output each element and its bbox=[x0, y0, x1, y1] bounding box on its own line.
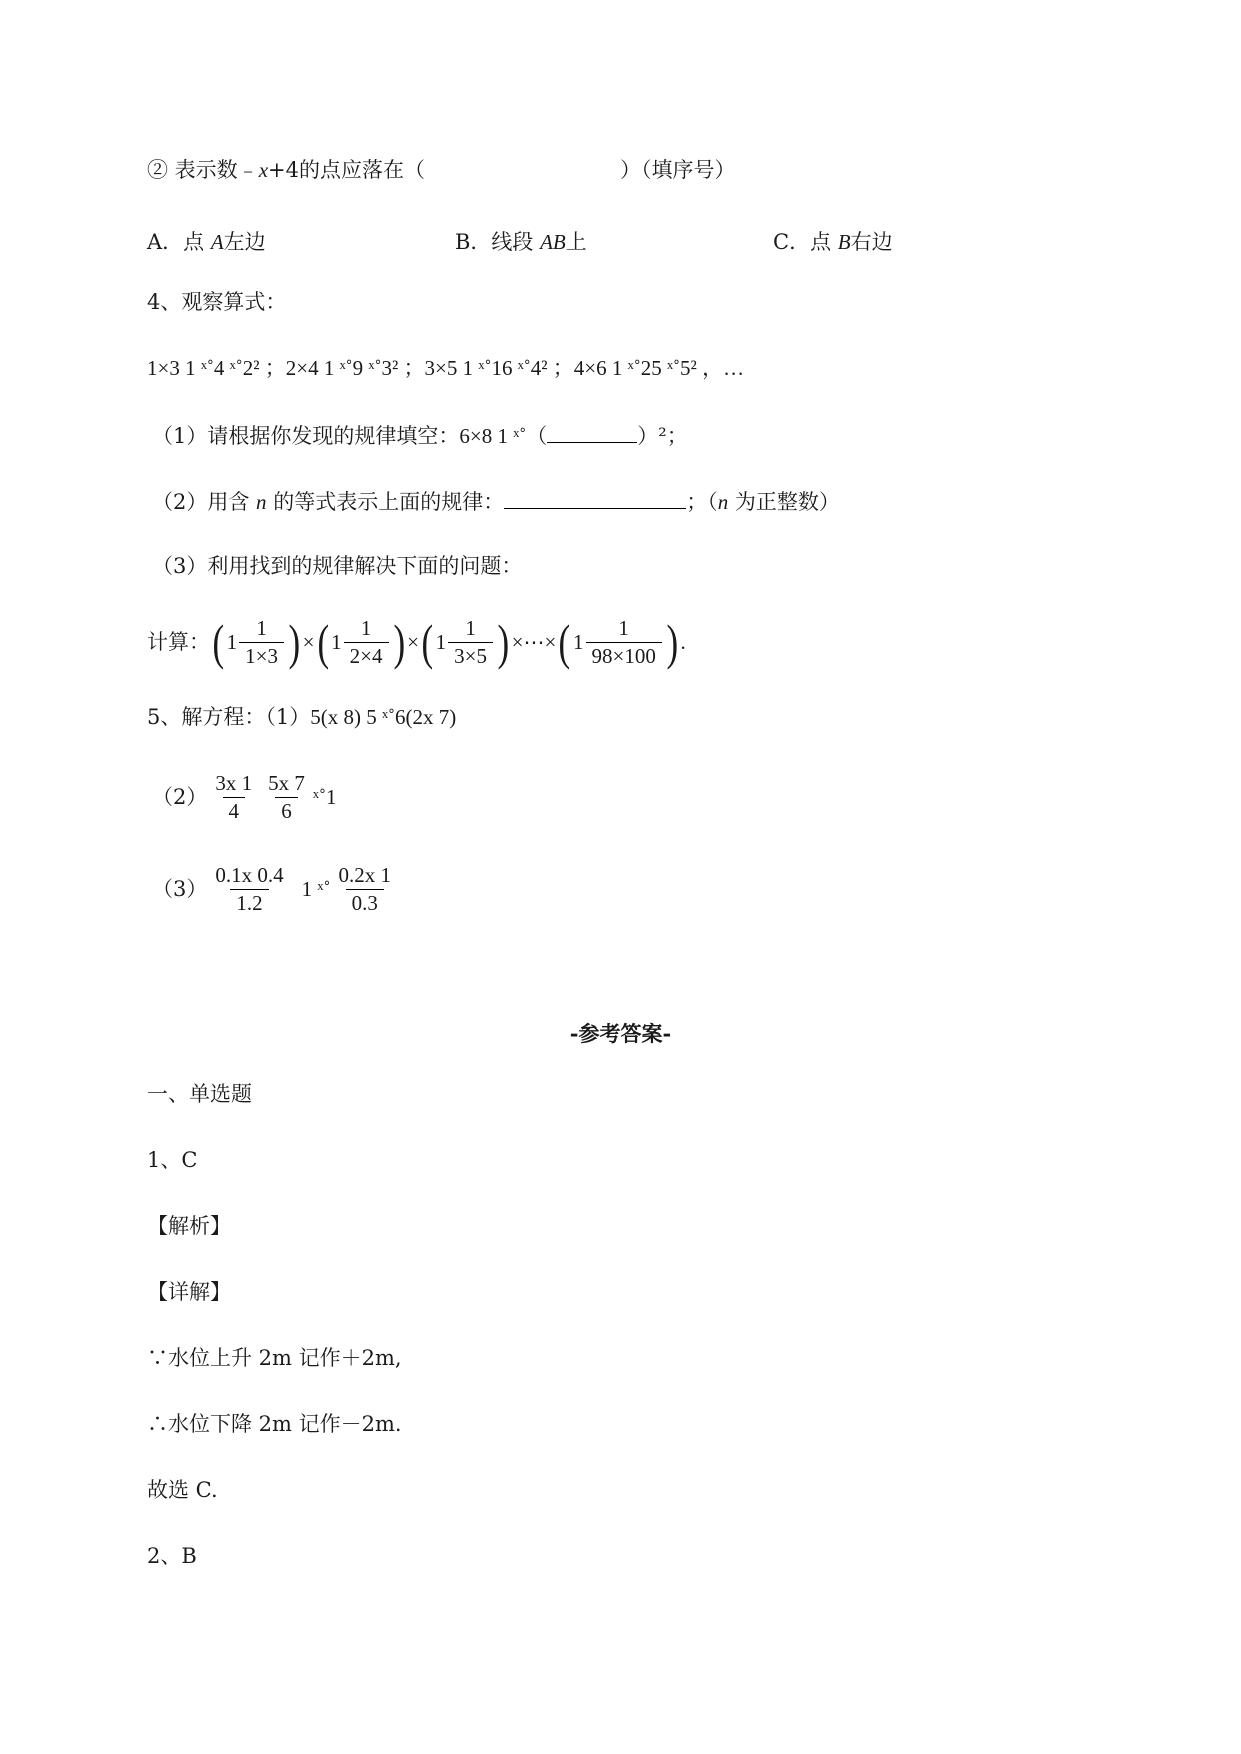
q4-fraction-2 bbox=[344, 615, 389, 668]
q4-p2-var2: n bbox=[717, 490, 729, 514]
option-b-var: AB bbox=[540, 230, 566, 254]
q4-p1-end: ）²； bbox=[637, 424, 688, 448]
answer-q2: 2、B bbox=[147, 1544, 197, 1568]
q4-series: 1×3 1 ˣ˚4 ˣ˚2² ；2×4 1 ˣ˚9 ˣ˚3² ；3×5 1 ˣ˚16 ˣ˚4² ；4×6 1 ˣ˚25 ˣ˚5² ，… bbox=[147, 356, 745, 380]
option-c[interactable] bbox=[773, 226, 893, 256]
paren-open: ( bbox=[212, 614, 225, 670]
option-c-var: B bbox=[837, 230, 851, 254]
option-b-label: B．线段 bbox=[455, 230, 541, 254]
q5-line3 bbox=[152, 860, 399, 918]
q4-fraction-3 bbox=[448, 615, 493, 668]
q4-title: 4、观察算式： bbox=[147, 290, 287, 314]
q5-eq2-f2-den: 6 bbox=[275, 797, 298, 822]
q4-f4-num: 1 bbox=[618, 615, 629, 640]
q4-f4-one: 1 bbox=[573, 629, 584, 654]
q3-part2-suffix: +4的点应落在（ bbox=[268, 158, 425, 182]
q5-eq1: 5(x 8) 5 ˣ˚6(2x 7) bbox=[310, 705, 457, 729]
q4-p2-end: ；（ bbox=[686, 490, 718, 514]
q4-f1-den: 1×3 bbox=[239, 642, 284, 667]
paren-close: ) bbox=[392, 614, 405, 670]
q5-eq3-f1-num: 0.1x 0.4 bbox=[215, 862, 284, 887]
option-b[interactable] bbox=[455, 226, 587, 256]
q3-part2-line bbox=[147, 160, 735, 181]
answer-analysis-label: 【解析】 bbox=[147, 1214, 231, 1238]
q5-eq2-f1-num: 3x 1 bbox=[215, 770, 253, 795]
q5-line2 bbox=[152, 768, 336, 826]
q5-eq2-fraction-1 bbox=[209, 770, 258, 823]
q5-title: 5、解方程：（1） bbox=[147, 705, 311, 729]
q4-part2 bbox=[152, 490, 840, 513]
q5-eq3-f1-den: 1.2 bbox=[230, 889, 268, 914]
answers-heading: -参考答案- bbox=[569, 1021, 672, 1046]
paren-close: ) bbox=[288, 614, 301, 670]
q4-f3-den: 3×5 bbox=[448, 642, 493, 667]
answers-section: 一、单选题 bbox=[147, 1082, 252, 1106]
q4-p1-prefix: （1）请根据你发现的规律填空： bbox=[152, 424, 460, 448]
q4-fraction-1 bbox=[239, 615, 284, 668]
answer-detail-label: 【详解】 bbox=[147, 1280, 231, 1304]
q4-f1-one: 1 bbox=[226, 629, 238, 654]
paren-close: ) bbox=[666, 614, 679, 670]
q4-calc-label: 计算： bbox=[147, 629, 210, 654]
option-b-text: 上 bbox=[565, 230, 587, 254]
q4-fraction-4 bbox=[586, 615, 662, 668]
option-a-label: A．点 bbox=[147, 230, 211, 254]
answer-line-3: 故选 C. bbox=[147, 1478, 218, 1502]
q4-part3: （3）利用找到的规律解决下面的问题： bbox=[152, 554, 523, 578]
q3-part2-var: x bbox=[258, 158, 269, 182]
option-a-var: A bbox=[210, 230, 224, 254]
q5-eq3-f2-den: 0.3 bbox=[346, 889, 384, 914]
ellipsis-times: ×⋯× bbox=[511, 629, 557, 654]
q4-f3-one: 1 bbox=[435, 629, 447, 654]
q4-p2-tail: 为正整数） bbox=[728, 490, 840, 514]
answer-line-2: ∴水位下降 2m 记作－2m. bbox=[147, 1412, 402, 1436]
q4-f4-den: 98×100 bbox=[586, 642, 662, 667]
q5-eq3-fraction-2 bbox=[332, 862, 397, 915]
option-a[interactable] bbox=[147, 226, 266, 256]
q3-part2-prefix: ② 表示数﹣ bbox=[147, 158, 259, 182]
q3-part2-end: ）（填序号） bbox=[619, 158, 736, 182]
times-sign: × bbox=[302, 629, 315, 654]
times-sign: × bbox=[407, 629, 419, 654]
q4-f2-one: 1 bbox=[331, 629, 342, 654]
q4-f3-num: 1 bbox=[465, 615, 476, 640]
paren-open: ( bbox=[421, 614, 434, 670]
q4-calc bbox=[147, 612, 686, 672]
q4-p1-math: 6×8 1 ˣ˚（ bbox=[459, 424, 548, 448]
q5-line1 bbox=[147, 707, 456, 728]
q4-f1-num: 1 bbox=[256, 615, 267, 640]
q4-p1-blank[interactable] bbox=[547, 424, 637, 443]
paren-open: ( bbox=[558, 614, 571, 670]
q4-p2-blank[interactable] bbox=[504, 490, 686, 509]
paren-close: ) bbox=[497, 614, 510, 670]
q5-eq2-tail: ˣ˚1 bbox=[312, 784, 337, 809]
q4-f2-den: 2×4 bbox=[344, 642, 389, 667]
q5-eq2-f1-den: 4 bbox=[223, 797, 246, 822]
answer-line-1: ∵水位上升 2m 记作＋2m, bbox=[147, 1346, 402, 1370]
q5-p3-label: （3） bbox=[152, 876, 208, 901]
q5-eq2-f2-num: 5x 7 bbox=[268, 770, 305, 795]
option-c-label: C．点 bbox=[773, 230, 838, 254]
option-a-text: 左边 bbox=[223, 230, 266, 254]
q5-eq3-f2-num: 0.2x 1 bbox=[338, 862, 391, 887]
q4-p2-prefix: （2）用含 bbox=[152, 490, 257, 514]
q5-eq3-mid: 1 ˣ˚ bbox=[301, 876, 331, 901]
q5-eq3-fraction-1 bbox=[209, 862, 289, 915]
option-c-text: 右边 bbox=[850, 230, 893, 254]
paren-open: ( bbox=[316, 614, 329, 670]
q5-p2-label: （2） bbox=[152, 784, 208, 809]
q5-eq2-fraction-2 bbox=[262, 770, 311, 823]
q4-p2-var: n bbox=[256, 490, 267, 514]
period: . bbox=[680, 629, 686, 654]
q4-part1 bbox=[152, 424, 688, 447]
answer-q1: 1、C bbox=[147, 1148, 198, 1172]
q4-f2-num: 1 bbox=[360, 615, 372, 640]
q4-p2-mid: 的等式表示上面的规律： bbox=[266, 490, 505, 514]
